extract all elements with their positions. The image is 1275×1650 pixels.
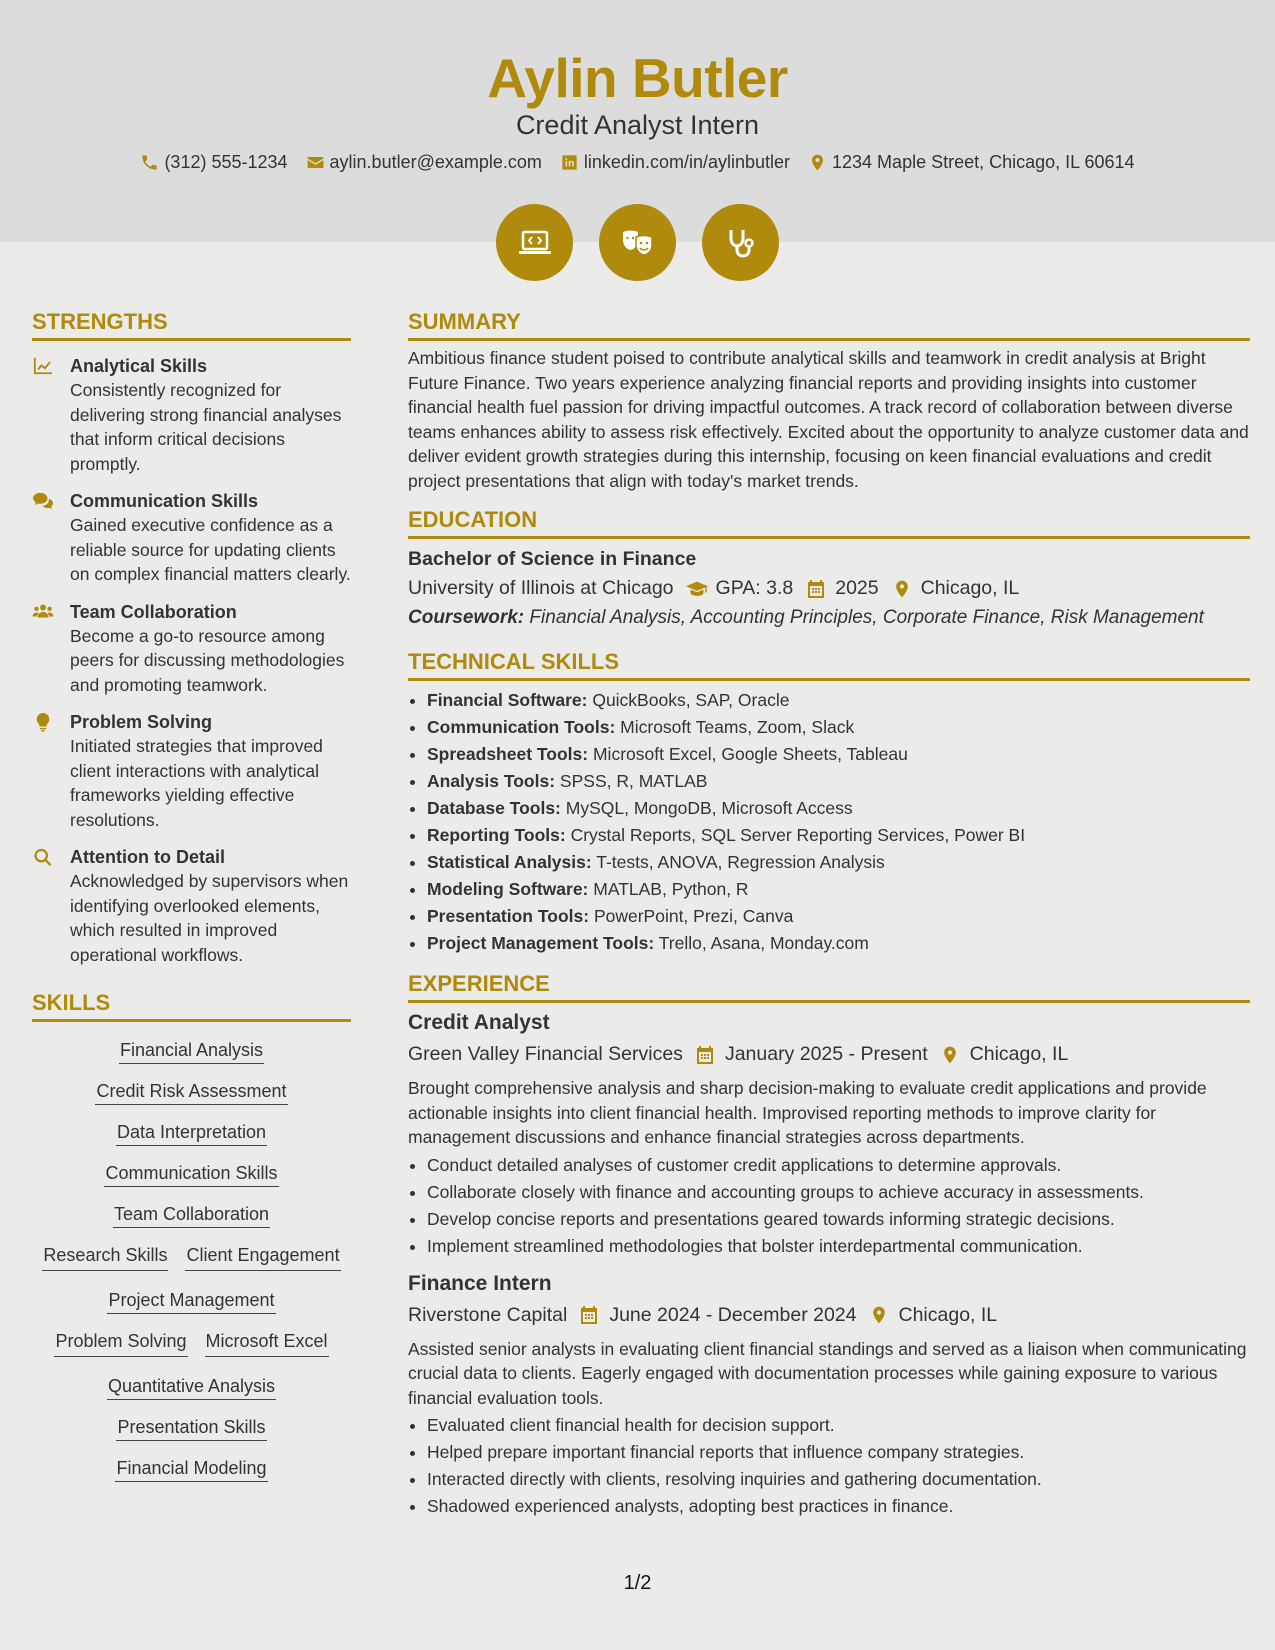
calendar-icon xyxy=(805,579,827,599)
list-item xyxy=(427,768,1250,795)
list-item xyxy=(427,930,1250,957)
tech-skill-label: Database Tools: xyxy=(427,798,561,818)
page-number: 1/2 xyxy=(623,1572,652,1594)
list-item xyxy=(427,876,1250,903)
skill-tag: Quantitative Analysis xyxy=(107,1376,276,1400)
job-title: Credit Analyst xyxy=(408,1011,550,1034)
job-dates: January 2025 - Present xyxy=(724,1043,928,1065)
tech-skill-label: Communication Tools: xyxy=(427,717,616,737)
interest-circle xyxy=(496,204,573,281)
linkedin-icon xyxy=(560,153,579,172)
tech-skill-value: Microsoft Excel, Google Sheets, Tableau xyxy=(592,744,908,764)
strength-item xyxy=(32,600,351,698)
degree: Bachelor of Science in Finance xyxy=(408,548,697,570)
tech-skill-label: Financial Software: xyxy=(427,690,588,710)
contact-phone xyxy=(140,152,287,173)
strength-desc: Initiated strategies that improved client interactions with analytical frameworks yielding effective resolutions. xyxy=(70,736,323,830)
strength-desc: Become a go-to resource among peers for discussing methodologies and promoting teamwork. xyxy=(70,625,345,695)
interest-circle xyxy=(702,204,779,281)
theater-masks-icon xyxy=(618,223,658,263)
job-description: Brought comprehensive analysis and sharp decision-making to evaluate credit applications and provide actionable insights into client financial health. Improvised reporting methods to improve clarity for management discussions and enhance financial strategies across departments. xyxy=(408,1078,1207,1147)
contact-row xyxy=(0,152,1275,173)
stethoscope-icon xyxy=(721,223,761,263)
tech-skill-value: Microsoft Teams, Zoom, Slack xyxy=(620,717,855,737)
school-name: University of Illinois at Chicago xyxy=(408,577,674,599)
tech-skill-value: PowerPoint, Prezi, Canva xyxy=(593,906,794,926)
company-name: Green Valley Financial Services xyxy=(408,1043,683,1065)
job-description: Assisted senior analysts in evaluating client financial standings and served as a liaison when communicating crucial data to clients. Eagerly engaged with documentation processes while gaining exposure to various financial evaluation tools. xyxy=(408,1338,1247,1408)
tech-skill-value: MATLAB, Python, R xyxy=(593,879,749,899)
skill-tag: Problem Solving xyxy=(54,1329,187,1357)
tech-skill-value: SPSS, R, MATLAB xyxy=(559,771,708,791)
map-marker-icon xyxy=(891,579,913,599)
job-location: Chicago, IL xyxy=(969,1043,1069,1065)
tech-skill-label: Reporting Tools: xyxy=(427,825,566,845)
education-location: Chicago, IL xyxy=(920,577,1020,599)
linkedin-link[interactable]: linkedin.com/in/aylinbutler xyxy=(583,152,791,172)
company-name: Riverstone Capital xyxy=(408,1303,568,1326)
map-marker-icon xyxy=(869,1305,889,1325)
strength-desc: Consistently recognized for delivering strong financial analyses that inform critical decisions promptly. xyxy=(70,380,342,474)
summary-text: Ambitious finance student poised to contribute analytical skills and teamwork in credit analysis at Bright Future Finance. Two years experience analyzing financial reports and providing insights into customer financial health fuel passion for driving impactful outcomes. A track record of collaboration between diverse teams enhances ability to assess risk effectively. Excited about the opportunity to analyze customer data and deliver evident growth strategies during this internship, focusing on keen financial evaluations and credit project presentations that align with today's market trends. xyxy=(408,348,1249,491)
skill-tag: Financial Modeling xyxy=(115,1458,267,1482)
lightbulb-icon xyxy=(32,712,54,732)
skill-tag: Financial Analysis xyxy=(119,1040,264,1064)
search-icon xyxy=(32,847,54,867)
coursework xyxy=(408,607,1250,629)
map-marker-icon xyxy=(808,153,827,172)
skill-tag: Microsoft Excel xyxy=(205,1329,329,1357)
tech-skill-label: Modeling Software: xyxy=(427,879,589,899)
job-details xyxy=(408,1304,1250,1327)
coursework-list: Financial Analysis, Accounting Principles, Corporate Finance, Risk Management xyxy=(529,607,1204,628)
contact-email[interactable] xyxy=(306,152,542,173)
graduation-cap-icon xyxy=(686,579,708,599)
list-item xyxy=(427,741,1250,768)
strength-desc: Acknowledged by supervisors when identifying overlooked elements, which resulted in improved operational workflows. xyxy=(70,871,349,965)
skill-tag: Presentation Skills xyxy=(116,1417,266,1441)
interest-circle xyxy=(599,204,676,281)
job-title: Finance Intern xyxy=(408,1271,552,1295)
strength-name: Attention to Detail xyxy=(70,847,225,867)
job-details xyxy=(408,1043,1250,1066)
job-entry xyxy=(408,1272,1250,1521)
calendar-icon xyxy=(695,1045,715,1065)
list-item xyxy=(427,687,1250,714)
left-column xyxy=(32,309,351,1480)
job-dates: June 2024 - December 2024 xyxy=(609,1303,857,1326)
list-item: • Implement streamlined methodologies that bolster interdepartmental communication. xyxy=(427,1233,1250,1260)
skill-tag: Research Skills xyxy=(42,1243,168,1271)
calendar-icon xyxy=(579,1305,599,1325)
phone-icon xyxy=(140,153,159,172)
comments-icon xyxy=(32,491,54,511)
envelope-icon xyxy=(306,153,325,172)
laptop-code-icon xyxy=(515,223,555,263)
coursework-label: Coursework: xyxy=(408,607,525,628)
skill-tag: Team Collaboration xyxy=(113,1204,270,1228)
strength-name: Problem Solving xyxy=(70,712,213,732)
skill-tag: Project Management xyxy=(107,1290,275,1314)
job-entry xyxy=(408,1011,1250,1260)
technical-skills-list xyxy=(408,687,1250,957)
strength-item xyxy=(32,710,351,832)
tech-skill-label: Spreadsheet Tools: xyxy=(427,744,589,764)
address-text: 1234 Maple Street, Chicago, IL 60614 xyxy=(832,152,1135,172)
job-location: Chicago, IL xyxy=(898,1303,998,1326)
job-bullets xyxy=(408,1412,1250,1520)
list-item: • Evaluated client financial health for decision support. xyxy=(427,1412,1250,1439)
map-marker-icon xyxy=(940,1045,960,1065)
list-item xyxy=(427,714,1250,741)
job-bullets xyxy=(408,1152,1250,1260)
strength-desc: Gained executive confidence as a reliable source for updating clients on complex financial matters clearly. xyxy=(70,515,351,584)
contact-linkedin[interactable] xyxy=(560,152,790,173)
contact-address xyxy=(808,152,1135,173)
strength-name: Analytical Skills xyxy=(70,356,208,376)
interest-icons xyxy=(0,204,1275,281)
skill-tag: Credit Risk Assessment xyxy=(95,1081,287,1105)
education-details xyxy=(408,577,1250,600)
skill-tag: Data Interpretation xyxy=(116,1122,267,1146)
tech-skill-label: Project Management Tools: xyxy=(427,933,655,953)
candidate-name: Aylin Butler xyxy=(487,47,788,109)
list-item: • Conduct detailed analyses of customer credit applications to determine approvals. xyxy=(427,1152,1250,1179)
tech-skill-value: QuickBooks, SAP, Oracle xyxy=(592,690,790,710)
summary-heading: SUMMARY xyxy=(408,309,1250,341)
strength-name: Team Collaboration xyxy=(70,601,237,622)
education-heading: EDUCATION xyxy=(408,507,1250,539)
skill-tag: Client Engagement xyxy=(185,1243,340,1271)
graduation-year: 2025 xyxy=(835,577,879,599)
technical-skills-heading: TECHNICAL SKILLS xyxy=(408,649,1250,681)
strengths-heading: STRENGTHS xyxy=(32,309,351,341)
tech-skill-value: Trello, Asana, Monday.com xyxy=(658,933,869,953)
list-item: • Helped prepare important financial reports that influence company strategies. xyxy=(427,1439,1250,1466)
list-item: • Shadowed experienced analysts, adopting best practices in finance. xyxy=(427,1493,1250,1520)
experience-heading: EXPERIENCE xyxy=(408,971,1250,1003)
chart-line-icon xyxy=(32,356,54,376)
gpa: GPA: 3.8 xyxy=(715,577,794,599)
tech-skill-value: Crystal Reports, SQL Server Reporting Services, Power BI xyxy=(570,825,1026,845)
skill-tag: Communication Skills xyxy=(104,1163,278,1187)
users-icon xyxy=(32,602,54,622)
list-item: • Interacted directly with clients, resolving inquiries and gathering documentation. xyxy=(427,1466,1250,1493)
list-item: • Collaborate closely with finance and accounting groups to achieve accuracy in assessments. xyxy=(427,1179,1250,1206)
phone-text: (312) 555-1234 xyxy=(164,152,288,172)
strength-item xyxy=(32,845,351,967)
list-item xyxy=(427,795,1250,822)
list-item xyxy=(427,822,1250,849)
list-item: • Develop concise reports and presentations geared towards informing strategic decisions. xyxy=(427,1206,1250,1233)
list-item xyxy=(427,849,1250,876)
tech-skill-label: Statistical Analysis: xyxy=(427,852,592,872)
tech-skill-value: MySQL, MongoDB, Microsoft Access xyxy=(565,798,853,818)
strength-name: Communication Skills xyxy=(70,491,259,511)
skills-heading: SKILLS xyxy=(32,990,351,1022)
tech-skill-label: Analysis Tools: xyxy=(427,771,556,791)
strength-item xyxy=(32,354,351,476)
strength-item xyxy=(32,489,351,587)
email-link[interactable]: aylin.butler@example.com xyxy=(329,152,542,172)
tech-skill-label: Presentation Tools: xyxy=(427,906,590,926)
candidate-title: Credit Analyst Intern xyxy=(515,110,760,140)
list-item xyxy=(427,903,1250,930)
tech-skill-value: T-tests, ANOVA, Regression Analysis xyxy=(596,852,885,872)
right-column xyxy=(408,309,1250,1520)
skills-list xyxy=(32,1022,351,1480)
